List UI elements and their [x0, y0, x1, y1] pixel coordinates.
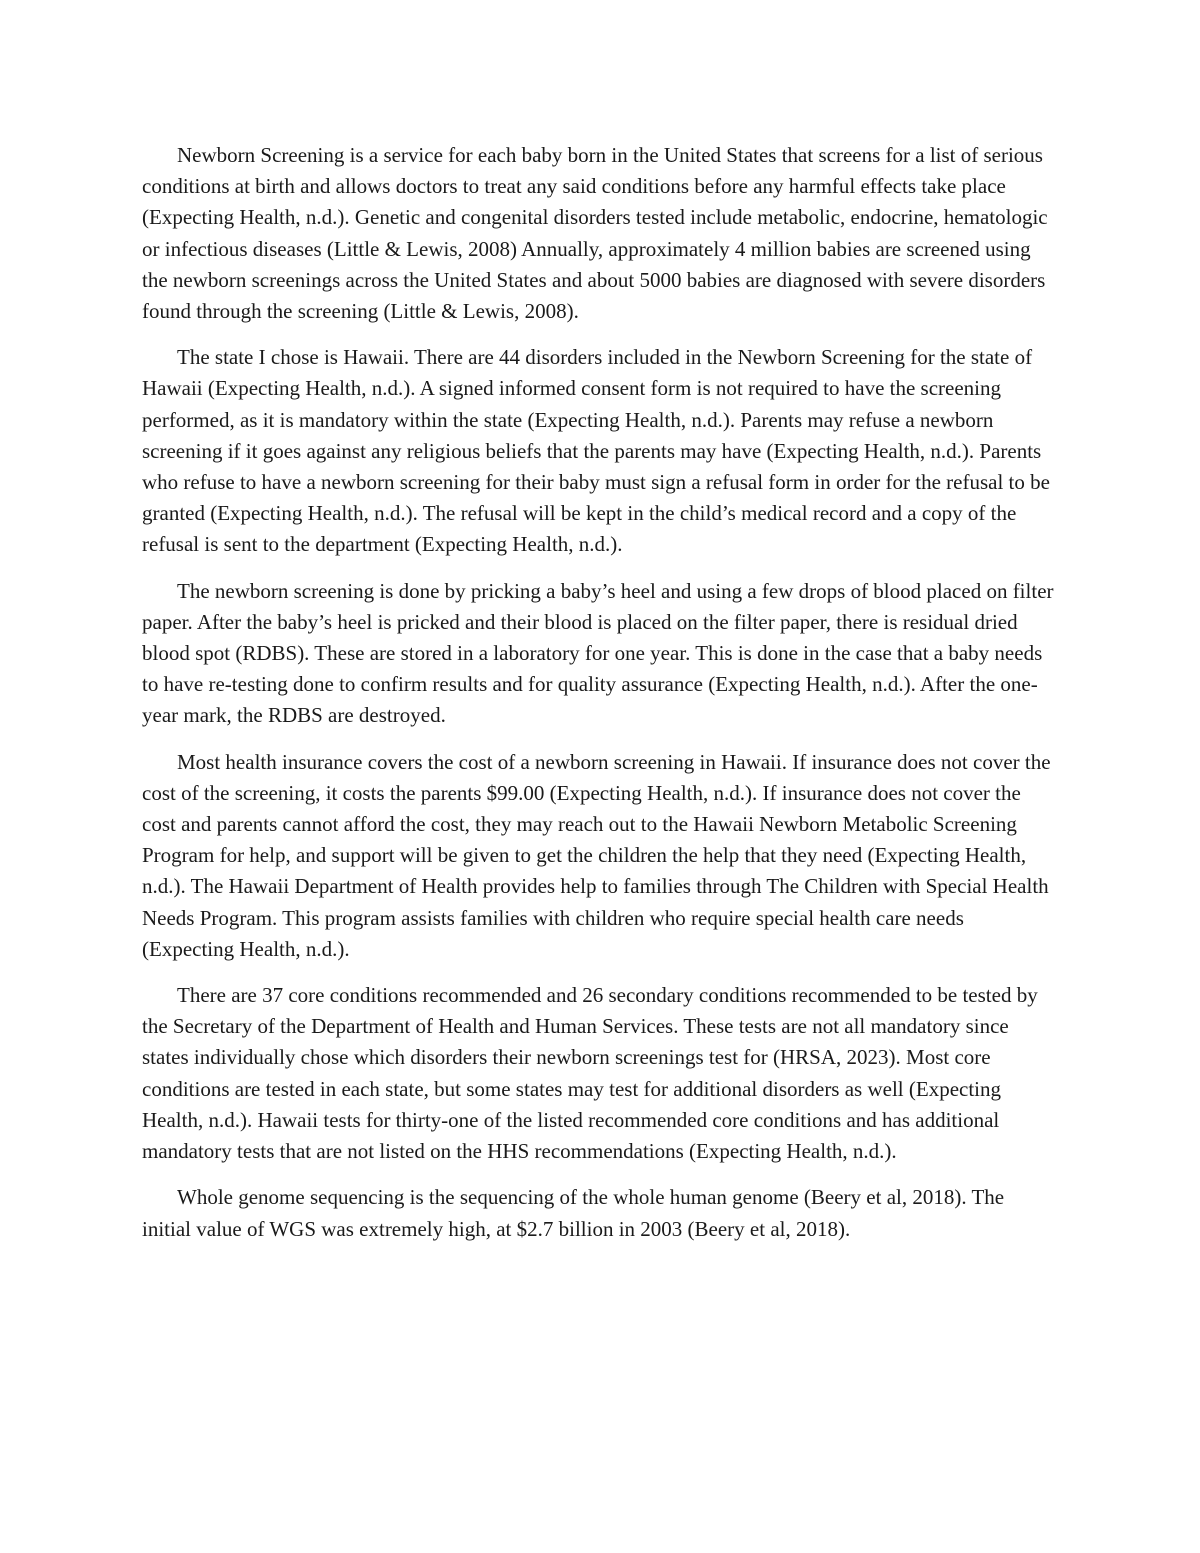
paragraph-hawaii-consent: The state I chose is Hawaii. There are 44 disorders included in the Newborn Screening for the state of Hawaii (Expecting Health, n.d.). A signed informed consent form is not required to have the screening performed, as it is mandatory within the state (Expecting Health, n.d.). Parents may refuse a newborn screening if it goes against any religious beliefs that the parents may have (Expecting Health, n.d.). Parents who refuse to have a newborn screening for their baby must sign a refusal form in order for the refusal to be granted (Expecting Health, n.d.). The refusal will be kept in the child’s medical record and a copy of the refusal is sent to the department (Expecting Health, n.d.). [142, 345, 1050, 557]
paragraph-insurance-cost: Most health insurance covers the cost of a newborn screening in Hawaii. If insurance does not cover the cost of the screening, it costs the parents $99.00 (Expecting Health, n.d.). If insurance does not cover the cost and parents cannot afford the cost, they may reach out to the Hawaii Newborn Metabolic Screening Program for help, and support will be given to get the children the help that they need (Expecting Health, n.d.). The Hawaii Department of Health provides help to families through The Children with Special Health Needs Program. This program assists families with children who require special health care needs (Expecting Health, n.d.). [142, 749, 1051, 961]
paragraph-screening-procedure: The newborn screening is done by pricking a baby’s heel and using a few drops of blood placed on filter paper. After the baby’s heel is pricked and their blood is placed on the filter paper, there is residual dried blood spot (RDBS). These are stored in a laboratory for one year. This is done in the case that a baby needs to have re-testing done to confirm results and for quality assurance (Expecting Health, n.d.). After the one-year mark, the RDBS are destroyed. [142, 578, 1054, 728]
document-body [142, 140, 1057, 1260]
paragraph-newborn-screening-overview: Newborn Screening is a service for each baby born in the United States that screens for a list of serious conditions at birth and allows doctors to treat any said conditions before any harmful effects take place (Expecting Health, n.d.). Genetic and congenital disorders tested include metabolic, endocrine, hematologic or infectious diseases (Little & Lewis, 2008) Annually, approximately 4 million babies are screened using the newborn screenings across the United States and about 5000 babies are diagnosed with severe disorders found through the screening (Little & Lewis, 2008). [142, 143, 1048, 324]
paragraph-whole-genome-sequencing: Whole genome sequencing is the sequencing of the whole human genome (Beery et al, 2018). The initial value of WGS was extremely high, at $2.7 billion in 2003 (Beery et al, 2018). [142, 1185, 1005, 1241]
paragraph-core-conditions: There are 37 core conditions recommended and 26 secondary conditions recommended to be tested by the Secretary of the Department of Health and Human Services. These tests are not all mandatory since states individually chose which disorders their newborn screenings test for (HRSA, 2023). Most core conditions are tested in each state, but some states may test for additional disorders as well (Expecting Health, n.d.). Hawaii tests for thirty-one of the listed recommended core conditions and has additional mandatory tests that are not listed on the HHS recommendations (Expecting Health, n.d.). [142, 983, 1038, 1164]
